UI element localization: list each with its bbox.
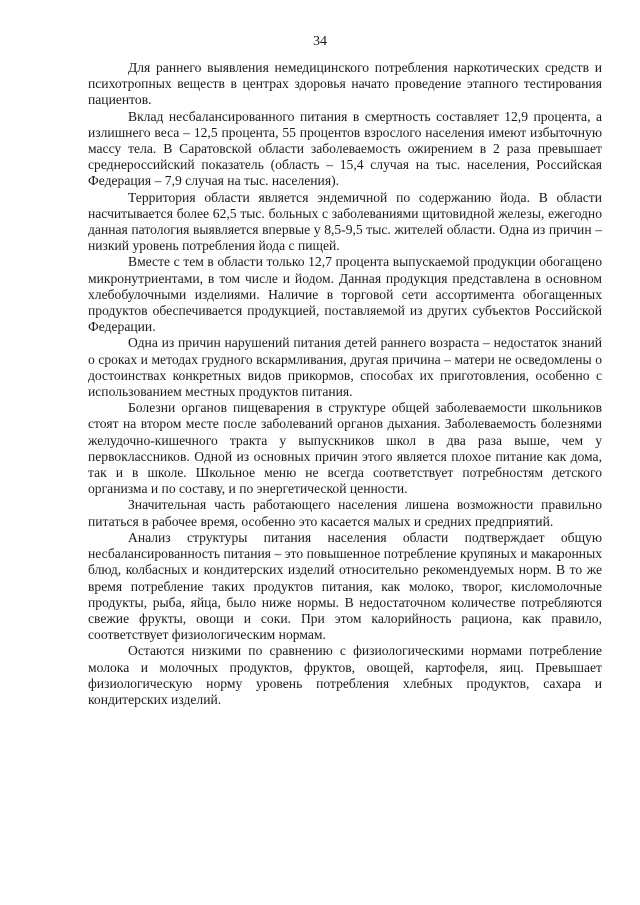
paragraph-unbalanced-nutrition: Вклад несбалансированного питания в смертность составляет 12,9 процента, а излишнего веса – 12,5 процента, 55 процентов взрослого населения имеют избыточную массу тела. В Саратовской области заболеваемость ожирением в 2 раза превышает среднероссийский показатель (область – 15,4 случая на тыс. населения, Российская Федерация – 7,9 случая на тыс. населения).	[88, 108, 602, 189]
paragraph-diet-structure: Анализ структуры питания населения области подтверждает общую несбалансированность питания – это повышенное потребление крупяных и макаронных блюд, колбасных и кондитерских изделий относительно рекомендуемых норм. В то же время потребление таких продуктов питания, как молоко, творог, кисломолочные продукты, рыба, яйца, было ниже нормы. В недостаточном количестве потребляются свежие фрукты, овощи и соки. При этом калорийность рациона, как правило, соответствует физиологическим нормам.	[88, 529, 602, 643]
paragraph-fortified-products: Вместе с тем в области только 12,7 процента выпускаемой продукции обогащено микронутриентами, в том числе и йодом. Данная продукция представлена в основном хлебобулочными изделиями. Наличие в торговой сети ассортимента обогащенных продуктов обеспечивается продукцией, поставляемой из других субъектов Российской Федерации.	[88, 254, 602, 335]
paragraph-iodine-deficiency: Территория области является эндемичной по содержанию йода. В области насчитывается более 62,5 тыс. больных с заболеваниями щитовидной железы, ежегодно данная патология выявляется впервые у 8,5-9,5 тыс. жителей области. Одна из причин – низкий уровень потребления йода с пищей.	[88, 189, 602, 254]
page-number: 34	[313, 34, 327, 49]
body-text	[88, 60, 602, 708]
paragraph-digestive-diseases: Болезни органов пищеварения в структуре общей заболеваемости школьников стоят на втором месте после заболеваний органов дыхания. Заболеваемость болезнями желудочно-кишечного тракта у выпускников школ в два раза выше, чем у первоклассников. Одной из основных причин этого является плохое питание как дома, так и в школе. Школьное меню не всегда соответствует потребностям детского организма и по составу, и по энергетической ценности.	[88, 400, 602, 497]
paragraph-consumption-norms: Остаются низкими по сравнению с физиологическими нормами потребление молока и молочных продуктов, фруктов, овощей, картофеля, яиц. Превышает физиологическую норму уровень потребления хлебных продуктов, сахара и кондитерских изделий.	[88, 643, 602, 707]
paragraph-workplace-nutrition: Значительная часть работающего населения лишена возможности правильно питаться в рабочее время, особенно это касается малых и средних предприятий.	[88, 497, 602, 529]
paragraph-drug-testing: Для раннего выявления немедицинского потребления наркотических средств и психотропных веществ в центрах здоровья начато проведение этапного тестирования пациентов.	[88, 60, 602, 108]
paragraph-infant-nutrition: Одна из причин нарушений питания детей раннего возраста – недостаток знаний о сроках и методах грудного вскармливания, другая причина – матери не осведомлены о достоинствах конкретных видов прикормов, способах их приготовления, особенно с использованием местных продуктов питания.	[88, 335, 602, 400]
